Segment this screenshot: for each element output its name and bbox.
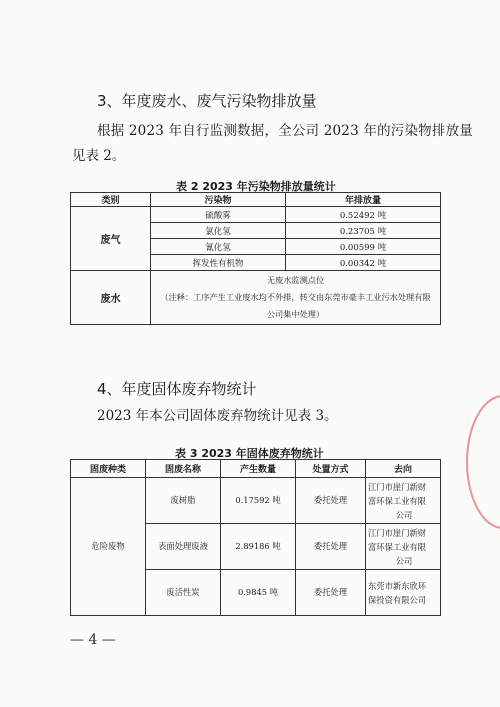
table-row	[71, 207, 441, 223]
waste-name-cell: 废活性炭	[146, 570, 221, 616]
header-category: 类别	[71, 193, 151, 207]
destination-line: 公司	[395, 509, 413, 520]
destination-line: 江门市崖门新财	[368, 481, 427, 492]
section-3-paragraph-line-1: 根据 2023 年自行监测数据，全公司 2023 年的污染物排放量	[97, 123, 473, 139]
header-disposal-method: 处置方式	[296, 460, 366, 478]
header-pollutant: 污染物	[151, 193, 286, 207]
header-annual-emission: 年排放量	[286, 193, 441, 207]
destination-cell	[366, 570, 441, 616]
waste-water-note	[151, 271, 441, 325]
header-destination: 去向	[366, 460, 441, 478]
quantity-cell: 0.17592 吨	[221, 478, 296, 524]
emission-cell: 0.00599 吨	[286, 239, 441, 255]
destination-cell	[366, 524, 441, 570]
waste-water-line-1: 无废水监测点位	[266, 275, 325, 285]
category-hazardous-waste: 危险废物	[71, 478, 146, 616]
quantity-cell: 2.89186 吨	[221, 524, 296, 570]
destination-line: 江门市崖门新财	[368, 527, 427, 538]
quantity-cell: 0.9845 吨	[221, 570, 296, 616]
table-2-caption: 表 2 2023 年污染物排放量统计	[176, 180, 336, 193]
pollutant-emission-table	[70, 192, 441, 325]
page-number: — 4 —	[70, 632, 116, 648]
table-row	[71, 271, 441, 325]
header-waste-type: 固废种类	[71, 460, 146, 478]
header-quantity: 产生数量	[221, 460, 296, 478]
table-3-caption: 表 3 2023 年固体废弃物统计	[175, 447, 324, 460]
pollutant-cell: 硫酸雾	[151, 207, 286, 223]
section-3-heading: 3、年度废水、废气污染物排放量	[97, 92, 317, 110]
emission-cell: 0.00342 吨	[286, 255, 441, 271]
waste-name-cell: 表面处理废液	[146, 524, 221, 570]
disposal-cell: 委托处理	[296, 524, 366, 570]
emission-cell: 0.52492 吨	[286, 207, 441, 223]
disposal-cell: 委托处理	[296, 478, 366, 524]
red-seal-stamp	[466, 395, 500, 529]
destination-cell	[366, 478, 441, 524]
destination-line: 保投资有限公司	[368, 594, 427, 605]
waste-name-cell: 废树脂	[146, 478, 221, 524]
destination-line: 富环保工业有限	[368, 495, 427, 506]
waste-water-line-2: （注释：工序产生工业废水均不外排，转交由东莞市豪丰工业污水处理有限	[160, 292, 431, 302]
table-header-row	[71, 193, 441, 207]
table-row	[71, 478, 441, 524]
category-waste-gas: 废气	[71, 207, 151, 271]
header-waste-name: 固废名称	[146, 460, 221, 478]
destination-line: 公司	[395, 555, 413, 566]
destination-line: 东莞市新东欣环	[368, 580, 427, 591]
table-header-row	[71, 460, 441, 478]
disposal-cell: 委托处理	[296, 570, 366, 616]
pollutant-cell: 挥发性有机物	[151, 255, 286, 271]
category-waste-water: 废水	[71, 271, 151, 325]
emission-cell: 0.23705 吨	[286, 223, 441, 239]
pollutant-cell: 氰化氢	[151, 239, 286, 255]
section-3-paragraph-line-2: 见表 2。	[72, 148, 126, 164]
section-4-heading: 4、年度固体废弃物统计	[97, 380, 257, 398]
waste-water-line-3: 公司集中处理）	[266, 309, 325, 319]
pollutant-cell: 氯化氢	[151, 223, 286, 239]
solid-waste-table	[70, 459, 441, 616]
destination-line: 富环保工业有限	[368, 541, 427, 552]
section-4-paragraph: 2023 年本公司固体废弃物统计见表 3。	[97, 408, 338, 424]
